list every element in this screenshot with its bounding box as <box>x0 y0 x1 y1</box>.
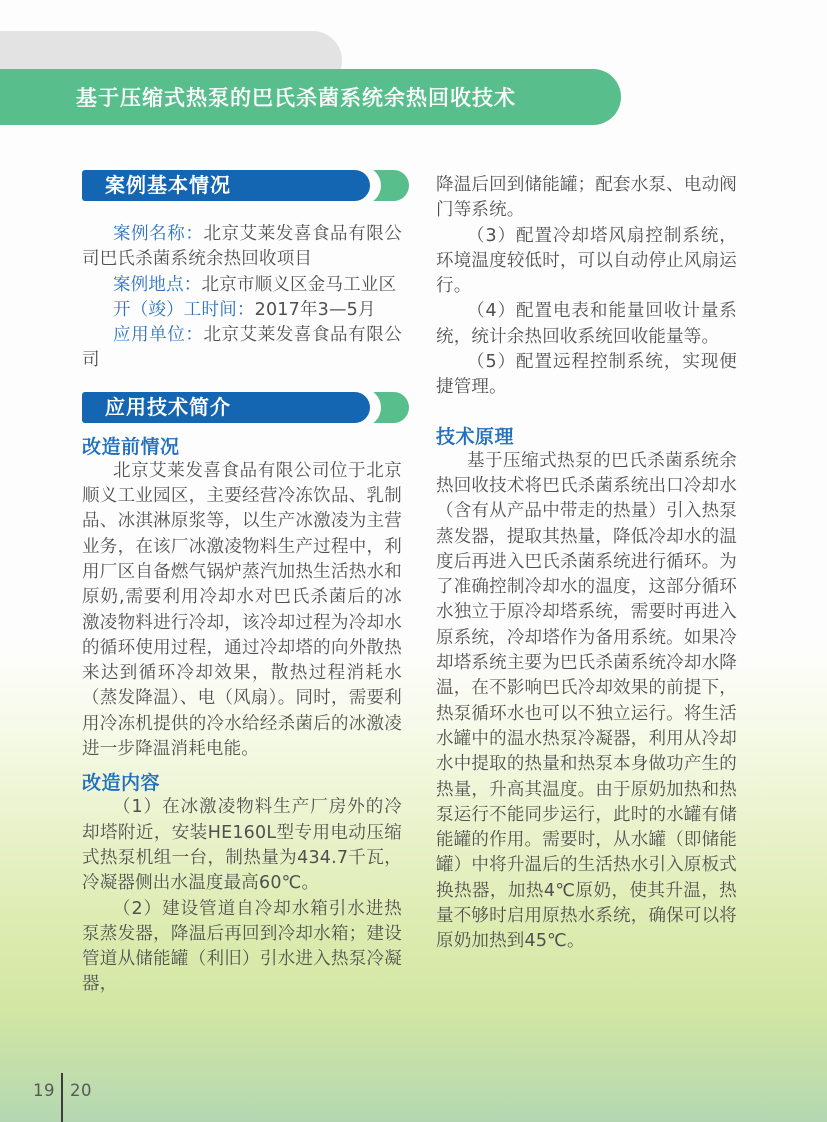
subheading-renovation-content: 改造内容 <box>82 772 161 795</box>
case-field-label: 开（竣）工时间： <box>113 299 255 320</box>
paragraph-content-item-2-continued: 降温后回到储能罐；配套水泵、电动阀门等系统。 <box>436 175 737 221</box>
footer-divider-line <box>61 1073 63 1122</box>
page-number-right: 20 <box>70 1081 92 1100</box>
title-banner <box>0 69 621 125</box>
right-column <box>436 173 737 955</box>
case-field-date <box>82 298 402 323</box>
left-column <box>82 170 402 998</box>
section-header-label: 案例基本情况 <box>82 170 370 201</box>
paragraph-content-item-2: （2）建设管道自冷却水箱引水进热泵蒸发器，降温后再回到冷却水箱；建设管道从储能罐（利旧）引水进入热泵冷凝器， <box>82 898 402 995</box>
page-title: 基于压缩式热泵的巴氏杀菌系统余热回收技术 <box>76 86 516 110</box>
page-number-left: 19 <box>33 1081 55 1100</box>
paragraph-content-item-5: （5）配置远程控制系统，实现便捷管理。 <box>436 352 737 398</box>
case-field-label: 案例名称： <box>113 224 204 244</box>
case-field-name <box>82 222 402 273</box>
case-field-label: 应用单位： <box>113 325 204 346</box>
subheading-before-renovation: 改造前情况 <box>82 435 180 458</box>
section-header-case-info <box>82 170 409 201</box>
case-field-applicant <box>82 323 402 374</box>
case-field-value: 北京艾莱发喜食品有限公司 <box>82 325 403 371</box>
case-field-label: 案例地点： <box>113 274 202 295</box>
case-info-fields <box>82 222 402 374</box>
subheading-principle: 技术原理 <box>436 425 515 448</box>
paragraph-content-item-1: （1）在冰激凌物料生产厂房外的冷却塔附近，安装HE160L型专用电动压缩式热泵机组一台，制热量为434.7千瓦，冷凝器侧出水温度最高60℃。 <box>82 797 402 894</box>
section-header-label: 应用技术简介 <box>82 392 370 423</box>
section-header-tech-intro <box>82 392 409 423</box>
case-field-value: 2017年3—5月 <box>254 299 376 320</box>
paragraph-content-item-4: （4）配置电表和能量回收计量系统，统计余热回收系统回收能量等。 <box>436 301 737 347</box>
paragraph-before-renovation: 北京艾莱发喜食品有限公司位于北京顺义工业园区，主要经营冷冻饮品、乳制品、冰淇淋原浆等，以生产冰激凌为主营业务，在该厂冰激凌物料生产过程中，利用厂区自备燃气锅炉蒸汽加热生活热水和原奶,需要利用冷却水对巴氏杀菌后的冰激凌物料进行冷却，该冷却过程为冷却水的循环使用过程，通过冷却塔的向外散热来达到循环冷却效果，散热过程消耗水（蒸发降温）、电（风扇）。同时，需要利用冷冻机提供的冷水给经杀菌后的冰激凌进一步降温消耗电能。 <box>82 460 402 760</box>
case-field-value: 北京艾莱发喜食品有限公司巴氏杀菌系统余热回收项目 <box>82 224 403 270</box>
paragraph-content-item-3: （3）配置冷却塔风扇控制系统，环境温度较低时，可以自动停止风扇运行。 <box>436 225 737 297</box>
case-field-value: 北京市顺义区金马工业区 <box>201 274 397 295</box>
paragraph-principle: 基于压缩式热泵的巴氏杀菌系统余热回收技术将巴氏杀菌系统出口冷却水（含有从产品中带走的热量）引入热泵蒸发器，提取其热量，降低冷却水的温度后再进入巴氏杀菌系统进行循环。为了准确控制冷却水的温度，这部分循环水独立于原冷却塔系统，需要时再进入原系统，冷却塔作为备用系统。如果冷却塔系统主要为巴氏杀菌系统冷却水降温，在不影响巴氏冷却效果的前提下，热泵循环水也可以不独立运行。将生活水罐中的温水热泵冷凝器，利用从冷却水中提取的热量和热泵本身做功产生的热量，升高其温度。由于原奶加热和热泵运行不能同步运行，此时的水罐有储能罐的作用。需要时，从水罐（即储能罐）中将升温后的生活热水引入原板式换热器，加热4℃原奶，使其升温，热量不够时启用原热水系统，确保可以将原奶加热到45℃。 <box>436 450 737 952</box>
case-field-location <box>82 273 402 298</box>
